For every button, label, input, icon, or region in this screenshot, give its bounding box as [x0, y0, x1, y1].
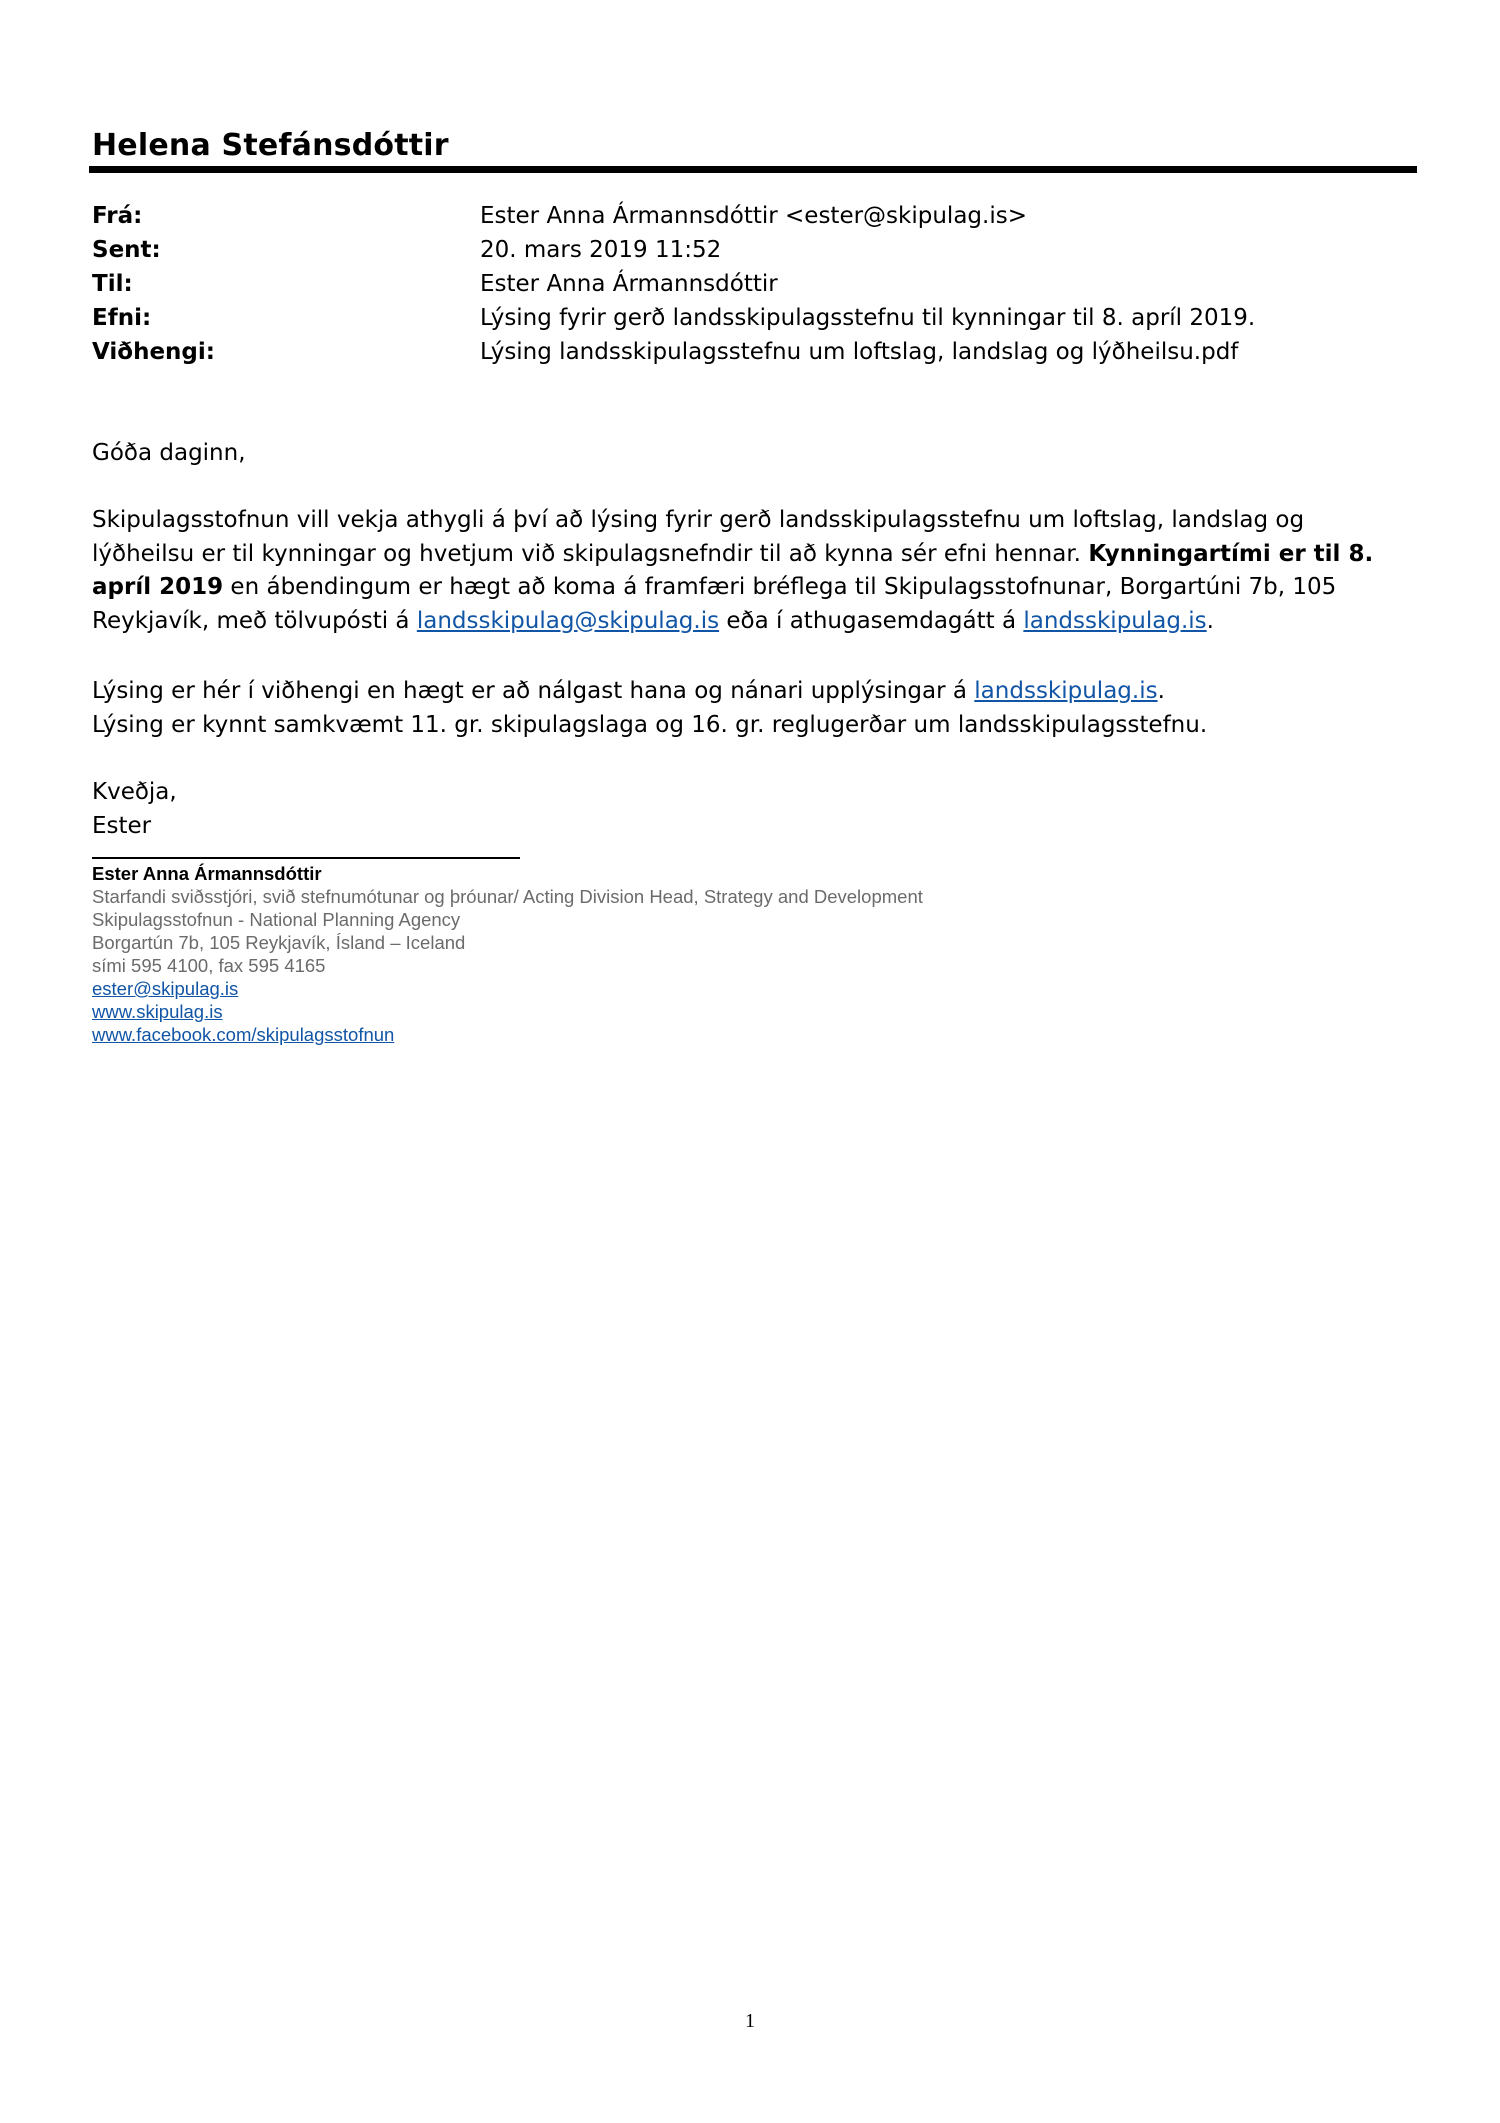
- to-label: Til:: [92, 271, 133, 297]
- signature-name: Ester Anna Ármannsdóttir: [92, 863, 322, 884]
- sent-value: 20. mars 2019 11:52: [480, 237, 722, 263]
- subject-value: Lýsing fyrir gerð landsskipulagsstefnu til kynningar til 8. apríl 2019.: [480, 305, 1256, 331]
- web-link-landsskipulag[interactable]: landsskipulag.is: [1023, 607, 1207, 634]
- paragraph-1-text: [92, 504, 1412, 638]
- body-paragraph-2: [92, 675, 1412, 742]
- sender-first-name: Ester: [92, 812, 152, 839]
- attachment-label: Viðhengi:: [92, 339, 215, 365]
- closing-block: [92, 776, 1412, 843]
- p1-text-b: en ábendingum er hægt að koma á framfæri bréflega til Skipulagsstofnunar, Borgartúni 7b, 105 Reykjavík, með tölvupósti á: [92, 574, 1337, 634]
- signature-facebook-link[interactable]: www.facebook.com/skipulagsstofnun: [92, 1024, 395, 1045]
- signature-org: Skipulagsstofnun - National Planning Agency: [92, 909, 461, 930]
- attachment-value[interactable]: Lýsing landsskipulagsstefnu um loftslag, landslag og lýðheilsu.pdf: [480, 339, 1239, 365]
- signature-web-link[interactable]: www.skipulag.is: [92, 1001, 223, 1022]
- signature-title: Starfandi sviðsstjóri, svið stefnumótunar og þróunar/ Acting Division Head, Strategy and Development: [92, 886, 923, 907]
- web-link-landsskipulag-2[interactable]: landsskipulag.is: [974, 678, 1158, 704]
- paragraph-3-text: Lýsing er kynnt samkvæmt 11. gr. skipulagslaga og 16. gr. reglugerðar um landsskipulagsstefnu.: [92, 711, 1208, 738]
- p2-text-a: Lýsing er hér í viðhengi en hægt er að nálgast hana og nánari upplýsingar á: [92, 678, 975, 704]
- p1-text-a: Skipulagsstofnun vill vekja athygli á því að lýsing fyrir gerð landsskipulagsstefnu um loftslag, landslag og lýðheilsu er til kynningar og hvetjum við skipulagsnefndir til að kynna sér efni hennar.: [92, 507, 1305, 567]
- recipient-name-heading: Helena Stefánsdóttir: [92, 128, 449, 163]
- greeting: [92, 437, 1412, 471]
- signature-phone: sími 595 4100, fax 595 4165: [92, 955, 326, 976]
- paragraph-2-text: [92, 675, 1412, 709]
- email-signature: [92, 862, 923, 1046]
- p1-bold-deadline: Kynningartími er til 8. apríl 2019: [92, 540, 1374, 600]
- email-link-landsskipulag[interactable]: landsskipulag@skipulag.is: [416, 607, 720, 634]
- subject-label: Efni:: [92, 305, 152, 331]
- page-number: 1: [745, 2010, 755, 2032]
- from-value: Ester Anna Ármannsdóttir <ester@skipulag.is>: [480, 203, 1027, 229]
- heading-rule: [89, 166, 1417, 173]
- signature-email-link[interactable]: ester@skipulag.is: [92, 978, 239, 999]
- signature-rule: [92, 857, 520, 859]
- from-label: Frá:: [92, 203, 143, 229]
- closing-text: Kveðja,: [92, 779, 177, 805]
- sent-label: Sent:: [92, 237, 161, 263]
- greeting-text: Góða daginn,: [92, 440, 246, 466]
- signature-address: Borgartún 7b, 105 Reykjavík, Ísland – Iceland: [92, 932, 466, 953]
- body-paragraph-1: [92, 504, 1412, 638]
- p2-text-b: .: [1157, 678, 1165, 704]
- p1-text-c: eða í athugasemdagátt á: [719, 607, 1024, 634]
- to-value: Ester Anna Ármannsdóttir: [480, 271, 778, 297]
- p1-text-d: .: [1206, 607, 1214, 634]
